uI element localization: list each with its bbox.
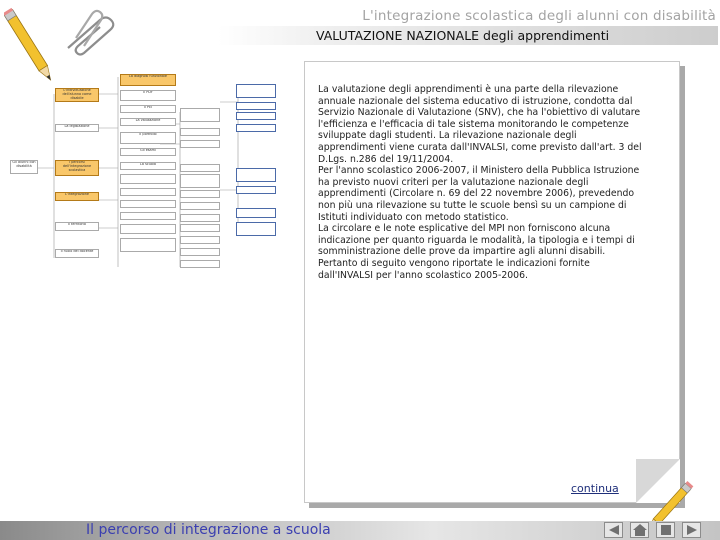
diagram-node[interactable]: Gli alunni con disabilità <box>10 160 38 174</box>
diagram-node[interactable] <box>120 200 176 208</box>
diagram-node[interactable] <box>236 112 276 120</box>
diagram-node[interactable] <box>236 102 276 110</box>
diagram-node[interactable]: L'individuazione dell'alunno come disabile <box>55 88 99 102</box>
diagram-node[interactable] <box>180 108 220 122</box>
diagram-node[interactable]: Il territorio <box>55 222 99 231</box>
diagram-node[interactable] <box>180 236 220 244</box>
concept-map-diagram[interactable] <box>10 72 280 272</box>
diagram-node[interactable] <box>120 174 176 184</box>
home-button[interactable] <box>630 522 649 538</box>
diagram-node[interactable] <box>236 186 276 194</box>
diagram-node[interactable] <box>236 222 276 236</box>
diagram-node[interactable]: Il ruolo del docente <box>55 249 99 258</box>
diagram-node[interactable] <box>180 128 220 136</box>
forward-icon <box>685 524 699 536</box>
diagram-node[interactable]: Gli esami <box>120 148 176 156</box>
diagram-node[interactable] <box>180 140 220 148</box>
diagram-node[interactable] <box>180 214 220 222</box>
diagram-node[interactable]: Il PDF <box>120 90 176 101</box>
diagram-node[interactable] <box>180 202 220 210</box>
diagram-node[interactable]: Il PEI <box>120 105 176 113</box>
forward-button[interactable] <box>682 522 701 538</box>
diagram-node[interactable] <box>236 208 276 218</box>
diagram-node[interactable] <box>236 124 276 132</box>
page-subtitle: VALUTAZIONE NAZIONALE degli apprendimenti <box>316 28 610 43</box>
diagram-node[interactable] <box>180 190 220 198</box>
diagram-node[interactable]: La legislazione <box>55 124 99 132</box>
page-header-title: L'integrazione scolastica degli alunni con disabilità <box>362 8 716 24</box>
diagram-node[interactable] <box>120 224 176 234</box>
back-icon <box>607 524 621 536</box>
diagram-node[interactable] <box>236 84 276 98</box>
diagram-node[interactable]: Il portfolio <box>120 132 176 144</box>
diagram-node[interactable] <box>120 238 176 252</box>
diagram-node[interactable] <box>120 188 176 196</box>
diagram-node[interactable]: L'integrazione <box>55 192 99 201</box>
diagram-node[interactable]: I percorsi dell'integrazione scolastica <box>55 160 99 176</box>
home-icon <box>633 524 647 536</box>
diagram-node[interactable]: La valutazione <box>120 118 176 126</box>
content-panel <box>304 61 680 503</box>
diagram-node[interactable] <box>180 164 220 172</box>
diagram-node[interactable] <box>180 174 220 188</box>
diagram-node[interactable]: La scuola <box>120 162 176 170</box>
diagram-node[interactable] <box>236 168 276 182</box>
body-text: La valutazione degli apprendimenti è una parte della rilevazione annuale nazionale del sistema educativo di istruzione, condotta dal Servizio Nazionale di Valutazione (SNV), che ha l'obiettivo di valutare l'efficienza e l'efficacia di tale sistema monitorando le competenze sviluppate dagli studenti. La rilevazione nazionale degli apprendimenti viene curata dall'INVALSI, come previsto dall'art. 3 del D.Lgs. n.286 del 19/11/2004. Per l'anno scolastico 2006-2007, il Ministero della Pubblica Istruzione ha previsto nuovi criteri per la valutazione nazionale degli apprendimenti (Circolare n. 69 del 22 novembre 2006), prevedendo non più una rilevazione su tutte le scuole bensì su un campione di Istituti individuato con metodo statistico. La circolare e le note esplicative del MPI non forniscono alcuna indicazione per quanto riguarda le modalità, la tipologia e i tempi di somministrazione delle prove da impartire agli alunni disabili. Pertanto di seguito vengono riportate le indicazioni fornite dall'INVALSI per l'anno scolastico 2005-2006. <box>318 84 642 281</box>
diagram-node[interactable] <box>180 248 220 256</box>
index-icon <box>659 524 673 536</box>
diagram-node[interactable] <box>120 212 176 220</box>
index-button[interactable] <box>656 522 675 538</box>
diagram-node[interactable]: La diagnosi funzionale <box>120 74 176 86</box>
diagram-node[interactable] <box>180 260 220 268</box>
paperclip-icon <box>62 8 122 58</box>
continue-link[interactable]: continua <box>571 482 619 495</box>
footer-title: Il percorso di integrazione a scuola <box>86 522 331 538</box>
back-button[interactable] <box>604 522 623 538</box>
diagram-node[interactable] <box>180 224 220 232</box>
